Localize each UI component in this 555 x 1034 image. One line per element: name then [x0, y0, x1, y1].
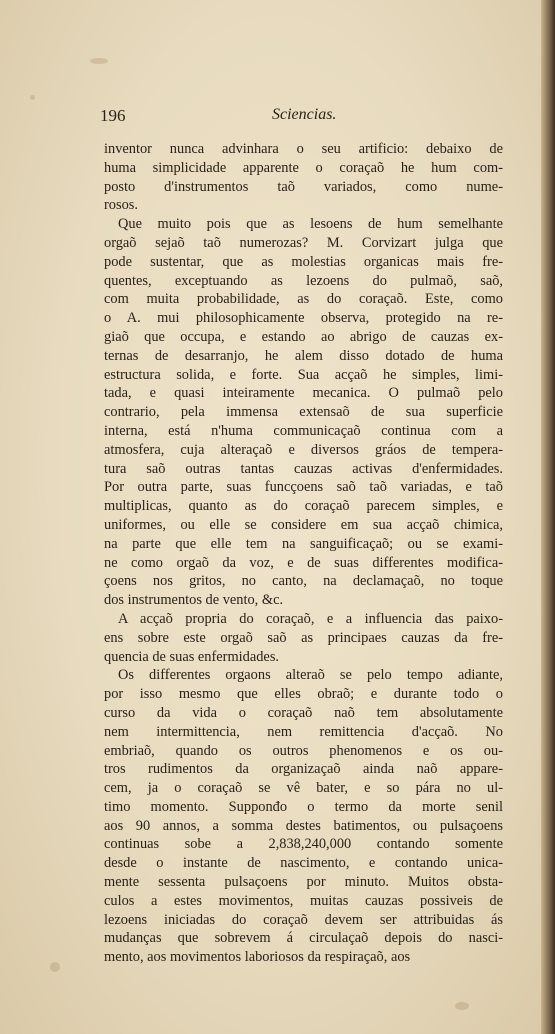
text-line: Por outra parte, suas funcçoens saõ taõ variadas, e taõ — [104, 479, 503, 496]
text-line: o A. mui philosophicamente observa, protegido na re- — [104, 310, 503, 327]
text-line: huma simplicidade apparente o coraçaõ he hum com- — [104, 159, 503, 176]
page-header — [100, 106, 500, 128]
text-line: inventor nunca advinhara o seu artificio: debaixo de — [104, 141, 503, 157]
text-line: quencia de suas enfermidades. — [104, 648, 280, 665]
text-line: interna, está n'huma communicaçaõ continua com a — [104, 422, 503, 439]
text-line: aos 90 annos, a somma destes batimentos, ou pulsaçoens — [104, 817, 503, 834]
text-line: mudanças que sobrevem á circulaçaõ depois do nasci- — [104, 930, 503, 947]
text-line: cem, ja o coraçaõ se vê bater, e so pára no ul- — [104, 780, 503, 797]
text-line: rosos. — [104, 197, 138, 214]
page-edge — [541, 0, 555, 1034]
text-line: ternas de desarranjo, he alem disso dotado de huma — [104, 347, 503, 364]
text-line: ens sobre este orgaõ saõ as principaes cauzas da fre- — [104, 629, 503, 646]
text-line: mente sessenta pulsaçoens por minuto. Muitos obsta- — [104, 874, 503, 891]
text-line: dos instrumentos de vento, &c. — [104, 592, 284, 609]
text-line: continuas sobe a 2,838,240,000 contando somente — [104, 836, 503, 853]
text-line: tura saõ outras tantas cauzas activas d'enfermidades. — [104, 460, 503, 477]
text-line: orgaõ sejaõ taõ numerozas? M. Corvizart julga que — [104, 234, 503, 251]
text-line: lezoens iniciadas do coraçaõ devem ser attribuidas ás — [104, 911, 503, 928]
running-head: Sciencias. — [272, 106, 337, 123]
text-line: Os differentes orgaons alteraõ se pelo tempo adiante, — [118, 667, 503, 684]
text-line: uniformes, ou elle se considere em sua acçaõ chimica, — [104, 516, 503, 533]
text-line: posto d'instrumentos taõ variados, como nume- — [104, 178, 503, 195]
text-line: nem intermittencia, nem remittencia d'acçaõ. No — [104, 723, 503, 740]
text-line: atmosfera, cuja alteraçaõ e diversos gráos de tempera- — [104, 441, 503, 458]
paragraph — [104, 610, 503, 666]
foxing-spot — [50, 962, 60, 972]
text-line: estructura solida, e forte. Sua acçaõ he simples, limi- — [104, 366, 503, 383]
text-line: çoens nos gritos, no canto, na declamaçaõ, no toque — [104, 573, 503, 590]
text-line: ne como orgaõ da voz, e de suas differentes modifica- — [104, 554, 503, 571]
text-line: mento, aos movimentos laboriosos da respiraçaõ, aos — [104, 949, 411, 966]
body-text — [104, 140, 503, 967]
text-line: giaõ que occupa, e estando ao abrigo de cauzas ex- — [104, 328, 503, 345]
text-line: quentes, exceptuando as lezoens do pulmaõ, saõ, — [104, 272, 503, 289]
text-line: multiplicas, quanto as do coraçaõ parecem simples, e — [104, 498, 503, 515]
text-line: tros rudimentos da organizaçaõ ainda naõ appare- — [104, 761, 503, 778]
text-line: timo momento. Supponđo o termo da morte senil — [104, 798, 503, 815]
text-line: curso da vida o coraçaõ naõ tem absolutamente — [104, 704, 503, 721]
text-line: Que muito pois que as lesoens de hum semelhante — [118, 216, 503, 233]
paragraph — [104, 666, 503, 967]
foxing-spot — [90, 58, 108, 64]
text-line: culos a estes movimentos, muitas cauzas possiveis de — [104, 892, 503, 909]
paragraph — [104, 215, 503, 610]
text-line: A acçaõ propria do coraçaõ, e a influencia das paixo- — [118, 610, 503, 627]
text-line: pode sustentar, que as molestias organicas mais fre- — [104, 253, 503, 270]
text-line: desde o instante de nascimento, e contando unica- — [104, 855, 503, 872]
text-line: com muita probabilidade, as do coraçaõ. Este, como — [104, 291, 503, 308]
text-line: embriaõ, quando os outros phenomenos e os ou- — [104, 742, 503, 759]
foxing-spot — [455, 1002, 469, 1010]
page-number: 196 — [100, 106, 126, 125]
text-line: contrario, pela immensa extensaõ de sua superficie — [104, 404, 503, 421]
text-line: tada, e quasi inteiramente mecanica. O pulmaõ pelo — [104, 385, 503, 402]
text-line: na parte que elle tem na sanguificaçaõ; ou se exami- — [104, 535, 503, 552]
foxing-spot — [30, 95, 35, 100]
paragraph — [104, 140, 503, 215]
text-line: por isso mesmo que elles obraõ; e durante todo o — [104, 686, 503, 703]
